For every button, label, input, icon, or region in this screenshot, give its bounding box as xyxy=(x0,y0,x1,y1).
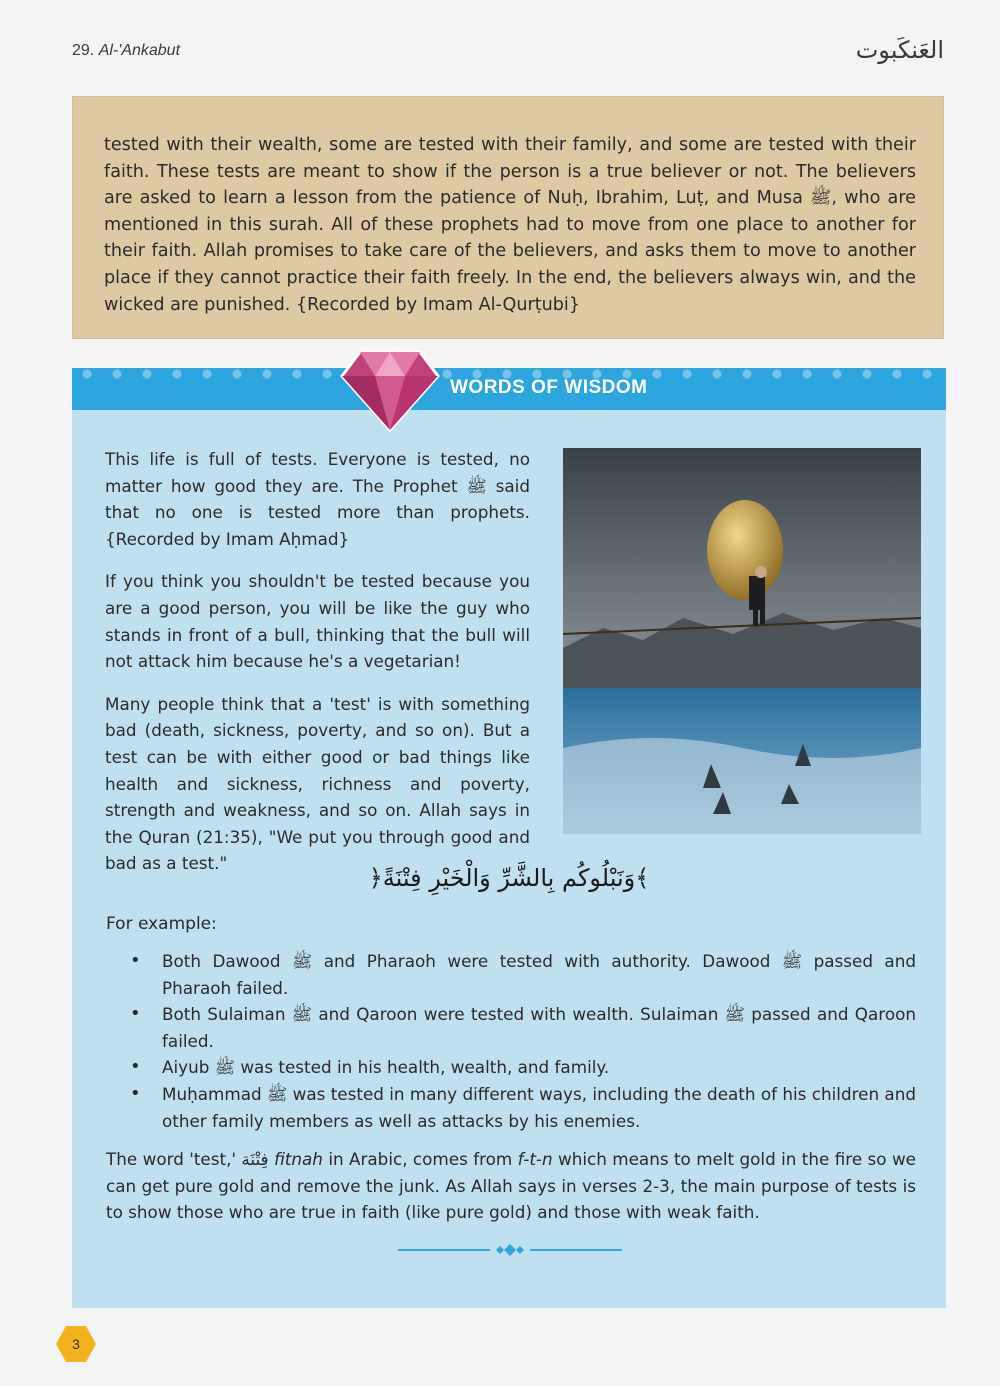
gem-icon xyxy=(340,348,440,432)
example-list xyxy=(106,948,916,1134)
chapter-header xyxy=(72,42,180,60)
arabic-chapter-title: العَنكَبوت xyxy=(855,36,944,64)
chapter-number: 29. xyxy=(72,42,95,59)
fitnah-word: fitnah xyxy=(273,1149,323,1169)
closing-text: in Arabic, comes from xyxy=(322,1149,518,1169)
wisdom-title: WORDS OF WISDOM xyxy=(450,377,648,398)
wisdom-paragraph: This life is full of tests. Everyone is tested, no matter how good they are. The Prophet ﷺ said that no one is tested more than prophets. {Recorded by Imam Aḥmad} xyxy=(105,449,530,549)
wisdom-paragraph: If you think you shouldn't be tested because you are a good person, you will be like the guy who stands in front of a bull, thinking that the bull will not attack him because he's a vegetarian! xyxy=(105,571,530,672)
quran-verse-arabic: ﴿وَنَبْلُوكُم بِالشَّرِّ وَالْخَيْرِ فِتْنَةً﴾ xyxy=(368,864,650,892)
list-item: • Muḥammad ﷺ was tested in many different ways, including the death of his children and other family members as well as attacks by his enemies. xyxy=(106,1081,916,1134)
side-story-text: tested with their wealth, some are tested with their family, and some are tested with their faith. These tests are meant to show if the person is a true believer or not. The believers are asked to learn a lesson from the patience of Nuḥ, Ibrahim, Luṭ, and Musa ﷺ, who are mentioned in this surah. All of these prophets had to move from one place to another for their faith. Allah promises to take care of the believers, and asks them to move to another place if they cannot practice their faith freely. In the end, the believers always win, and the wicked are punished. {Recorded by Imam Al-Qurṭubi} xyxy=(104,135,916,315)
wisdom-paragraphs xyxy=(105,446,530,893)
tightrope-egg-photo xyxy=(563,448,921,834)
wisdom-paragraph: Many people think that a 'test' is with something bad (death, sickness, poverty, and so on). But a test can be with either good or bad things like health and sickness, richness and poverty, strength and weakness, and so on. Allah says in the Quran (21:35), "We put you through good and bad as a test." xyxy=(105,693,530,874)
example-label: For example: xyxy=(106,914,217,934)
words-of-wisdom-box xyxy=(72,368,946,1308)
page-number: 3 xyxy=(72,1336,80,1352)
list-item: • Aiyub ﷺ was tested in his health, wealth, and family. xyxy=(106,1054,916,1081)
arabic-word-fitnah: فِتْنَة xyxy=(241,1149,269,1169)
closing-text: The word 'test,' xyxy=(106,1149,242,1169)
root-letters: f-t-n xyxy=(517,1149,553,1169)
closing-paragraph xyxy=(106,1146,916,1226)
side-story-box xyxy=(72,96,944,339)
list-item: • Both Dawood ﷺ and Pharaoh were tested with authority. Dawood ﷺ passed and Pharaoh failed. xyxy=(106,948,916,1001)
closing-text: which means to melt gold in the fire so we can get pure gold and remove the junk. As Allah says in verses 2-3, the main purpose of tests is to show those who are true in faith (like pure gold) and those with weak faith. xyxy=(106,1149,916,1223)
section-divider xyxy=(398,1242,622,1258)
chapter-name: Al-'Ankabut xyxy=(98,42,181,59)
list-item: • Both Sulaiman ﷺ and Qaroon were tested with wealth. Sulaiman ﷺ passed and Qaroon failed. xyxy=(106,1001,916,1054)
